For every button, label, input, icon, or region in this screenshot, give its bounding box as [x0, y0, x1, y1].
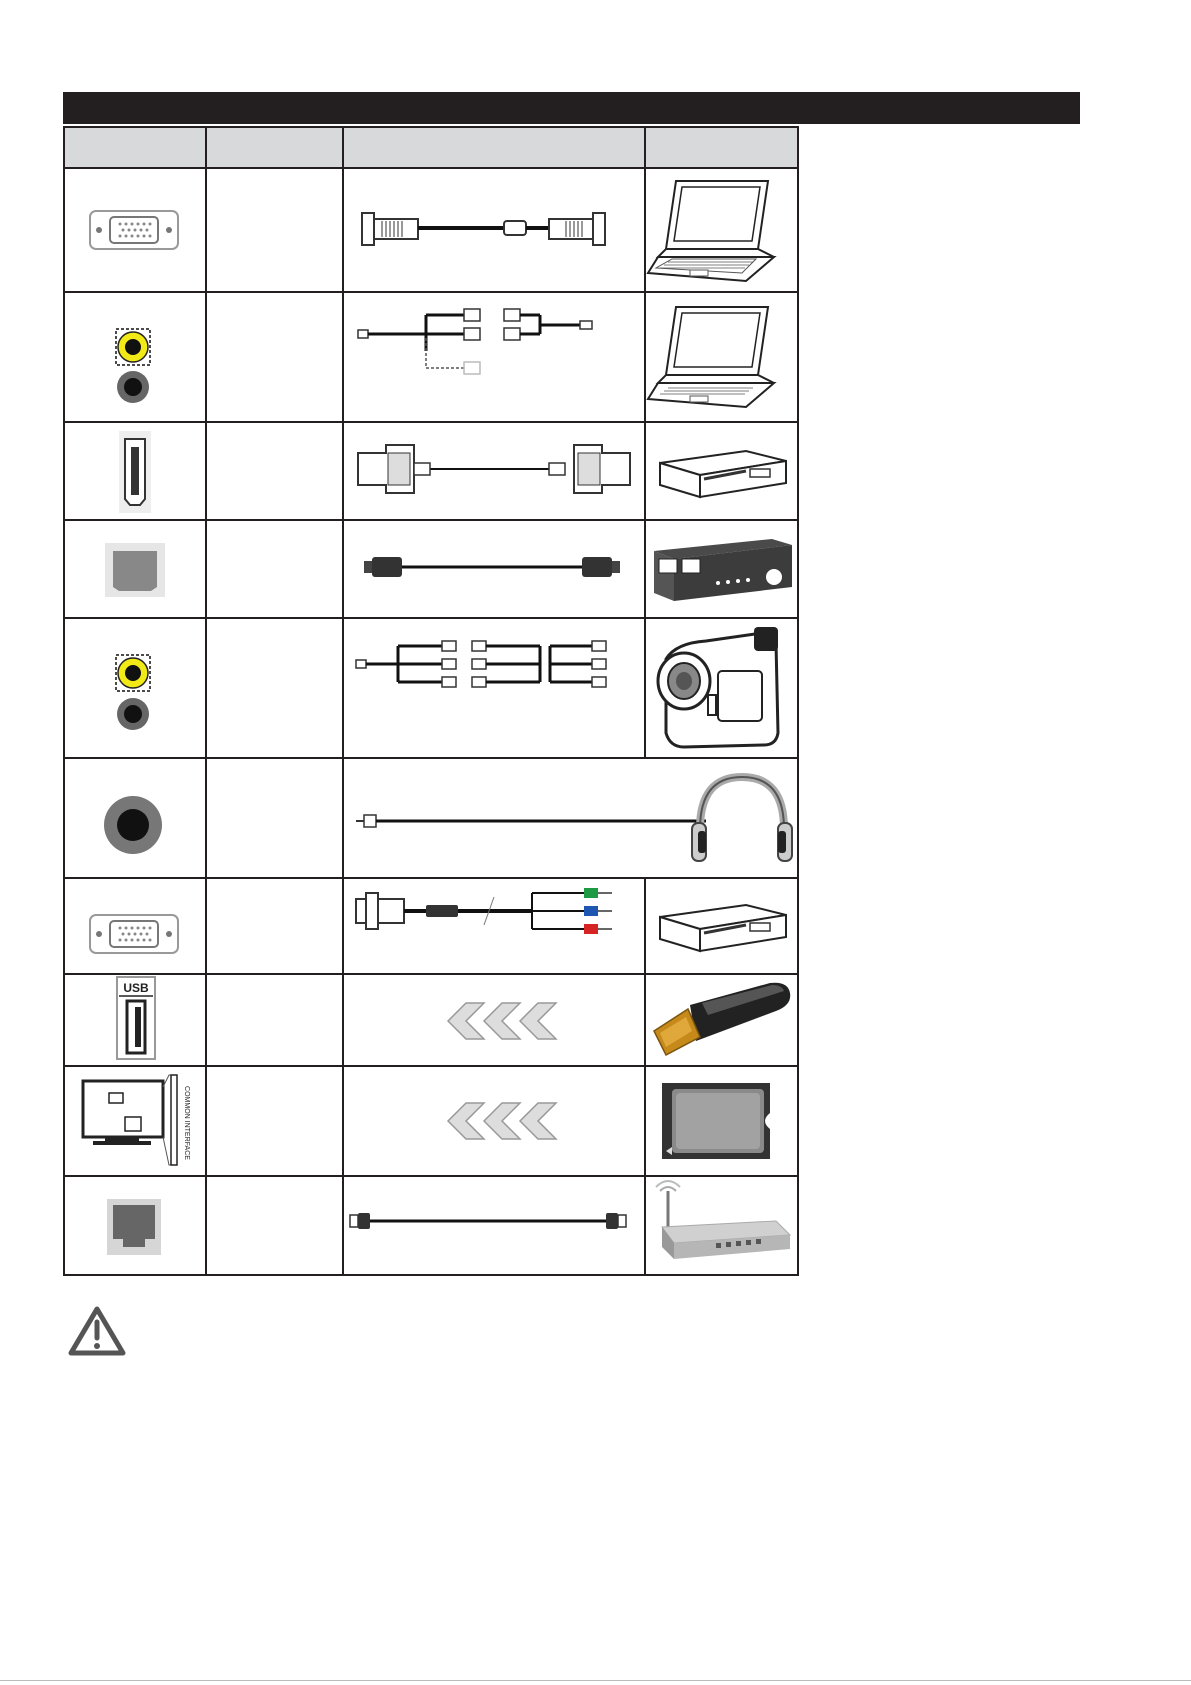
yuv-vga-port-icon	[65, 879, 206, 974]
port-cell	[65, 293, 206, 422]
hdmi-cable-icon	[344, 423, 644, 520]
hdmi-port-icon	[65, 423, 206, 520]
cable-cell	[344, 619, 644, 758]
insert-arrows-icon	[344, 975, 644, 1066]
port-cell	[65, 423, 206, 520]
table-row	[65, 169, 797, 292]
cam-module-icon	[646, 1067, 797, 1176]
page-footer-rule	[0, 1680, 1191, 1681]
port-cell	[65, 879, 206, 974]
laptop-icon	[646, 169, 797, 292]
device-cell	[646, 423, 797, 520]
pc-yuv-audio-jack-icon	[65, 293, 206, 422]
port-cell	[65, 759, 206, 878]
lan-cable-icon	[344, 1177, 644, 1274]
device-cell	[646, 975, 797, 1066]
usb-stick-icon	[646, 975, 797, 1066]
port-cell	[65, 619, 206, 758]
cable-cell	[344, 423, 644, 520]
spdif-optical-port-icon	[65, 521, 206, 618]
device-cell	[646, 521, 797, 618]
device-cell	[646, 1067, 797, 1176]
cable-cell	[344, 879, 644, 974]
cable-cell	[344, 293, 644, 422]
device-cell	[646, 1177, 797, 1274]
table-row	[65, 759, 797, 878]
laptop-icon	[646, 293, 797, 422]
device-cell	[646, 879, 797, 974]
optical-cable-icon	[344, 521, 644, 618]
router-icon	[646, 1177, 797, 1274]
table-row	[65, 619, 797, 758]
side-av-jack-icon	[65, 619, 206, 758]
common-interface-label: COMMON INTERFACE	[183, 1086, 190, 1160]
cable-cell	[344, 1067, 644, 1176]
dvd-player-icon	[646, 879, 797, 974]
dvd-player-icon	[646, 423, 797, 520]
table-row	[65, 423, 797, 520]
cable-cell	[344, 521, 644, 618]
ci-slot-icon	[65, 1067, 206, 1176]
cable-cell	[344, 1177, 644, 1274]
table-row	[65, 879, 797, 974]
yuv-cable-icon	[344, 879, 644, 974]
table-row	[65, 1177, 797, 1274]
cable-cell	[344, 169, 644, 292]
port-cell	[65, 975, 206, 1066]
camcorder-icon	[646, 619, 797, 758]
table-row	[65, 975, 797, 1066]
usb-label: USB	[123, 981, 149, 995]
device-cell	[646, 619, 797, 758]
port-cell	[65, 1177, 206, 1274]
headphone-cable-icon	[344, 759, 797, 878]
pc-audio-cable-icon	[344, 293, 644, 422]
table-row	[65, 521, 797, 618]
headphones-icon	[692, 777, 792, 861]
device-cell	[646, 293, 797, 422]
table-row	[65, 293, 797, 422]
port-cell	[65, 521, 206, 618]
connections-table	[63, 126, 799, 1276]
page-title-bar	[63, 92, 1080, 124]
table-row	[65, 1067, 797, 1176]
warning-triangle-icon	[68, 1305, 126, 1357]
cable-cell	[344, 759, 797, 878]
audio-amplifier-icon	[646, 521, 797, 618]
usb-port-icon	[65, 975, 206, 1066]
vga-cable-icon	[344, 169, 644, 292]
cable-cell	[344, 975, 644, 1066]
insert-arrows-icon	[344, 1067, 644, 1176]
av-cable-icon	[344, 619, 644, 758]
vga-port-icon	[65, 169, 206, 292]
ethernet-port-icon	[65, 1177, 206, 1274]
port-cell	[65, 169, 206, 292]
headphone-jack-icon	[65, 759, 206, 878]
port-cell	[65, 1067, 206, 1176]
device-cell	[646, 169, 797, 292]
